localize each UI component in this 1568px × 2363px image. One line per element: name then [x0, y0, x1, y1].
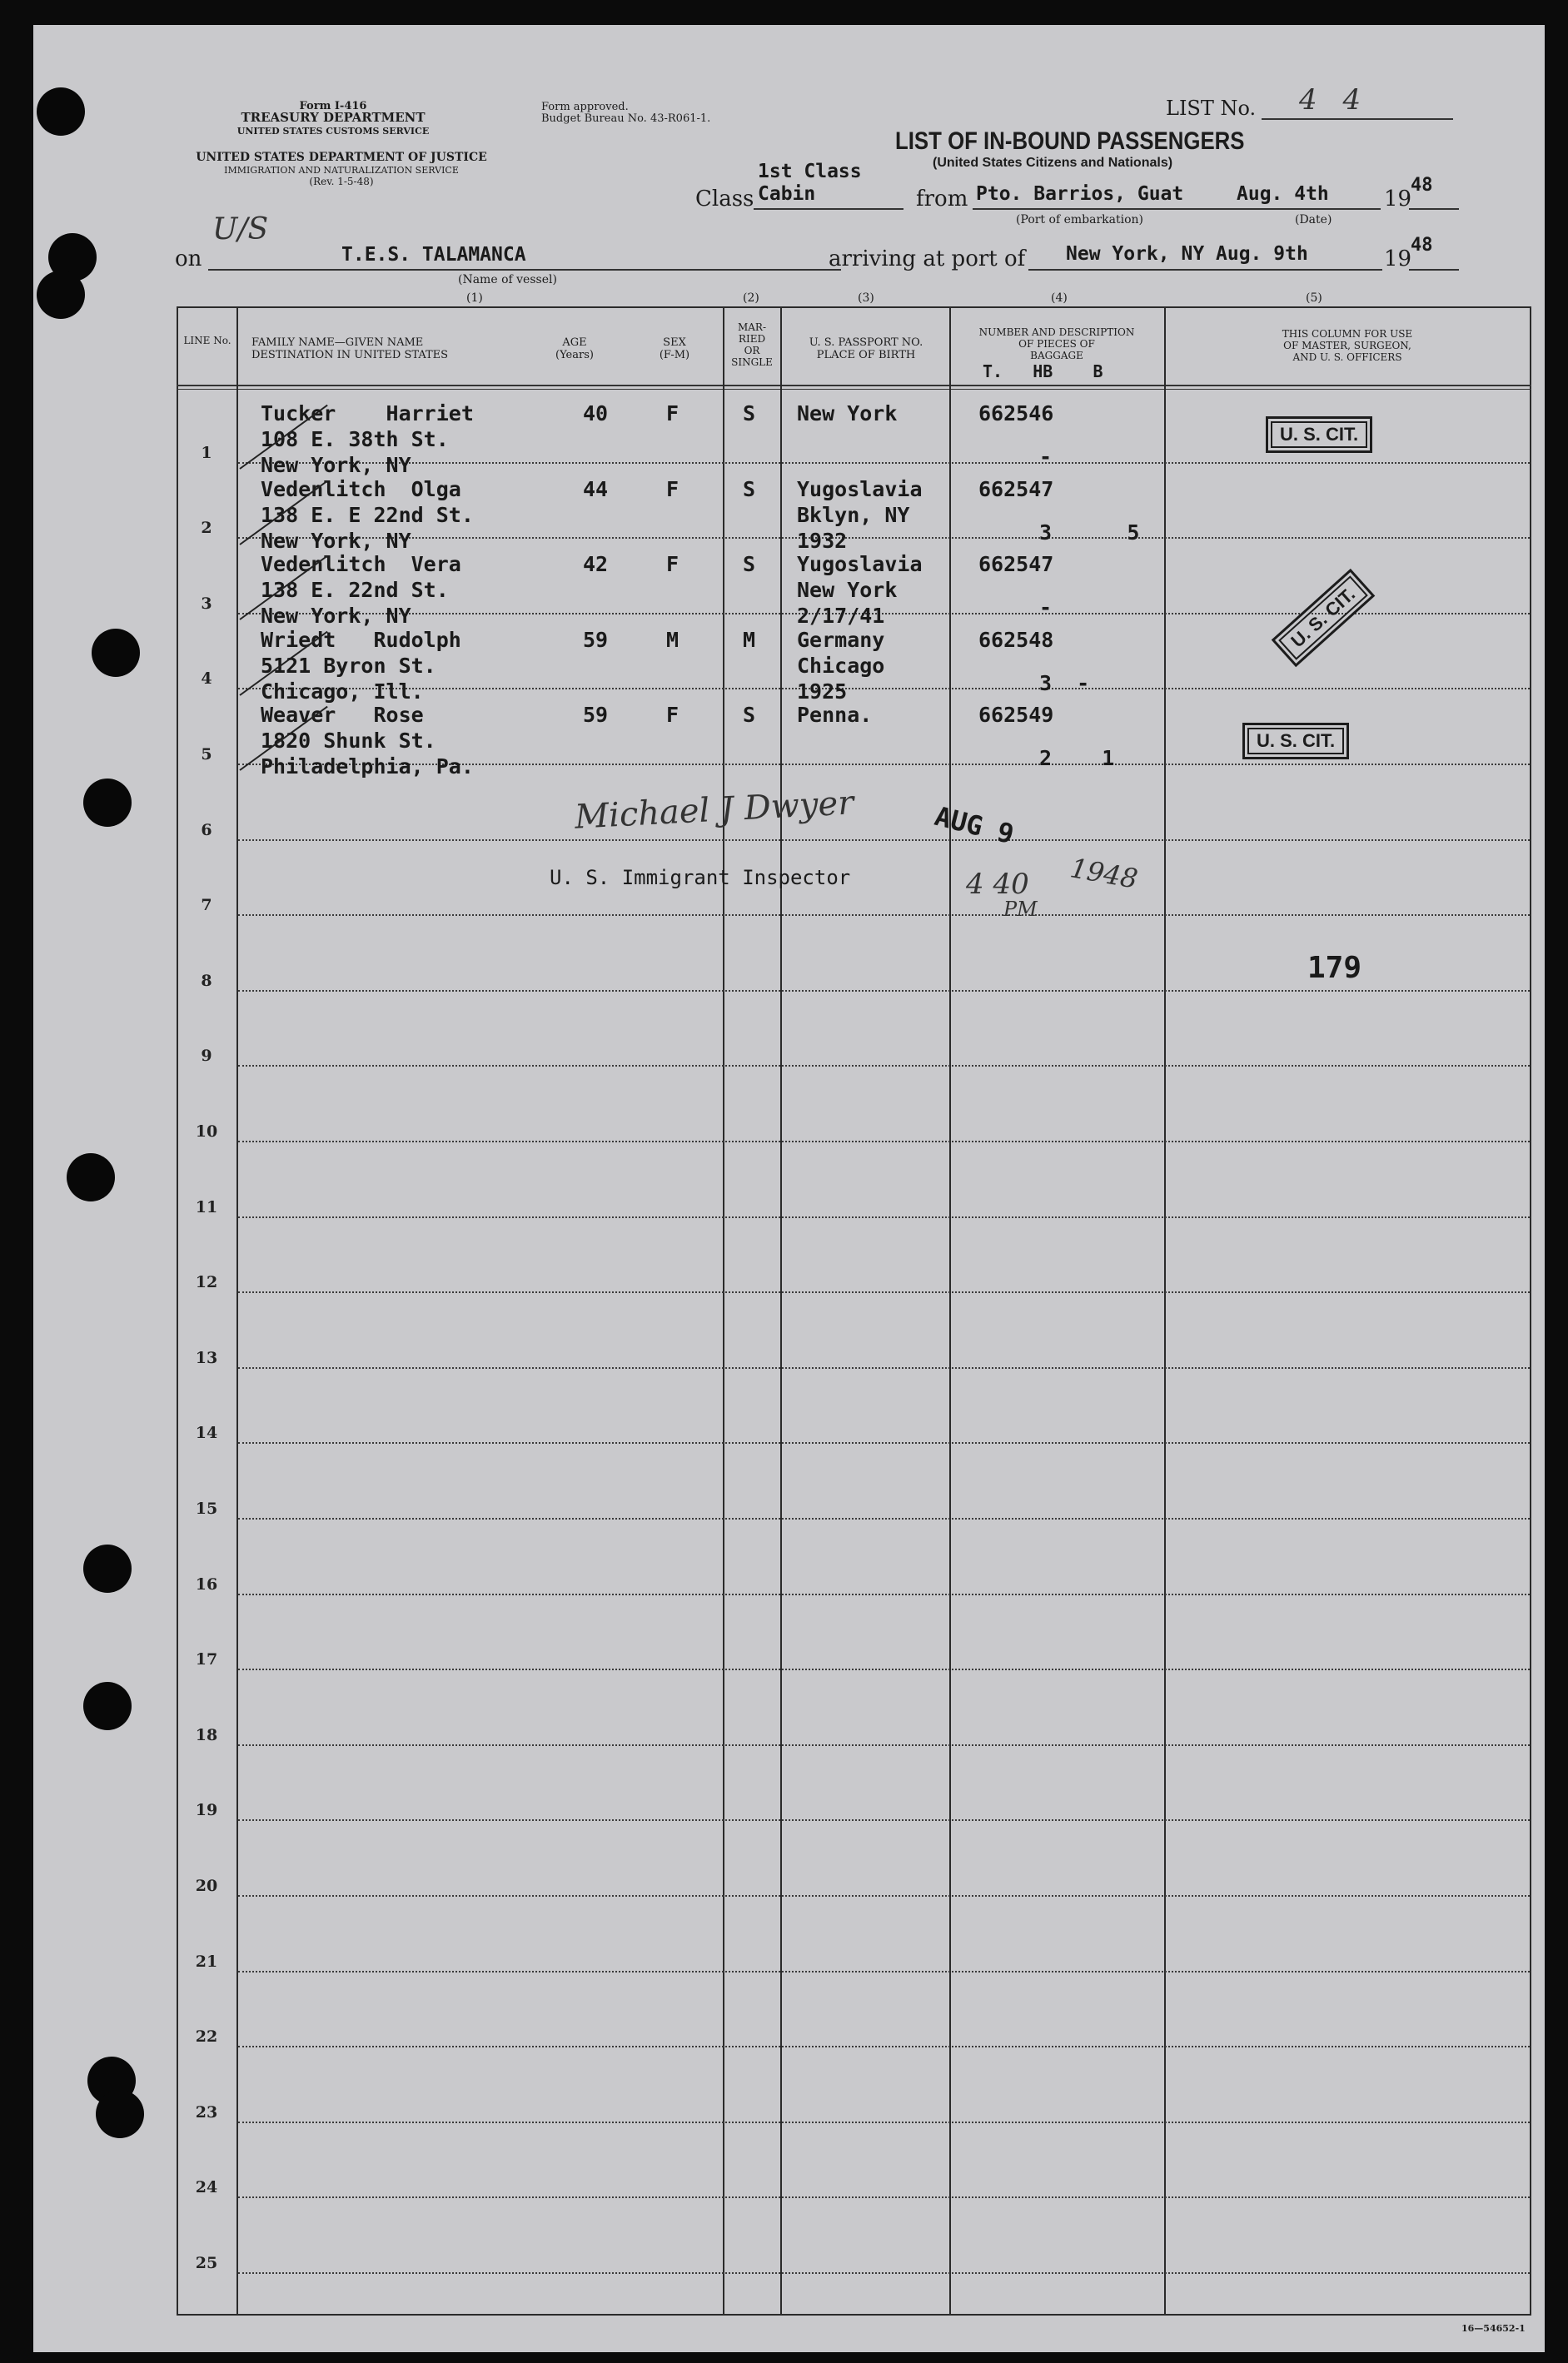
col-num-4: (4)	[1051, 291, 1068, 305]
line-number: 20	[195, 1877, 218, 1895]
passenger-name: Tucker Harriet	[261, 401, 474, 425]
passenger-marital: S	[743, 703, 756, 728]
line-number: 6	[201, 820, 212, 839]
passenger-address-2: New York, NY	[261, 453, 411, 477]
arrival-value: New York, NY Aug. 9th	[1066, 243, 1308, 265]
line-number: 7	[201, 896, 212, 915]
from-date: Aug. 4th	[1237, 183, 1329, 205]
col-header-birth: PLACE OF BIRTH	[816, 349, 916, 361]
line-number: 18	[195, 1725, 218, 1744]
citizen-stamp: U. S. CIT.	[1266, 416, 1372, 453]
passenger-birth-3: 1925	[797, 679, 848, 704]
class-value-line2: Cabin	[758, 183, 816, 205]
line-number: 11	[195, 1197, 218, 1216]
passenger-age: 59	[583, 627, 609, 652]
col-header-baggage-1: NUMBER AND DESCRIPTION	[978, 326, 1135, 338]
col-divider	[236, 306, 238, 2316]
col-header-baggage-3: BAGGAGE	[1030, 350, 1083, 361]
passenger-name: Weaver Rose	[261, 703, 424, 728]
form-number: Form I-416	[299, 100, 367, 112]
line-number: 9	[201, 1047, 212, 1066]
year-value-2: 48	[1411, 235, 1433, 256]
passenger-baggage-1: 662548	[978, 627, 1054, 652]
passenger-baggage-2: 3 -	[1039, 670, 1090, 695]
list-no-label: LIST No.	[1166, 97, 1257, 120]
row-line	[238, 2272, 1530, 2274]
passenger-birth-3: 1932	[797, 528, 848, 553]
line-number: 8	[201, 971, 212, 990]
col-header-married: MAR- RIED OR SINGLE	[731, 321, 773, 368]
revision: (Rev. 1-5-48)	[309, 176, 374, 187]
passenger-sex: F	[666, 476, 679, 501]
year-line-2	[1409, 269, 1459, 271]
passenger-birth-2: Bklyn, NY	[797, 502, 910, 527]
passenger-baggage-1: 662546	[978, 401, 1054, 425]
line-number: 4	[201, 669, 212, 689]
line-number: 21	[195, 1952, 218, 1971]
passenger-sex: F	[666, 703, 679, 728]
line-number: 1	[201, 443, 212, 462]
passenger-baggage-1: 662549	[978, 703, 1054, 728]
passenger-name: Vedenlitch Olga	[261, 476, 461, 501]
passenger-marital: M	[743, 627, 756, 652]
punch-hole	[92, 629, 140, 677]
misc-number: 179	[1307, 951, 1362, 985]
line-number: 22	[195, 2027, 218, 2047]
col-header-age: AGE	[562, 336, 587, 349]
line-number: 10	[195, 1122, 218, 1141]
row-line	[238, 1442, 1530, 1444]
row-line	[238, 688, 1530, 689]
col-header-name: FAMILY NAME—GIVEN NAME	[251, 336, 424, 349]
list-subtitle: (United States Citizens and Nationals)	[933, 156, 1173, 170]
stamp-date: AUG 9	[931, 799, 1018, 851]
col-divider	[780, 306, 782, 2316]
passenger-address-2: Chicago, Ill.	[261, 679, 424, 704]
col-header-age-unit: (Years)	[555, 349, 594, 361]
class-line	[754, 208, 903, 210]
citizen-stamp: U. S. CIT.	[1272, 569, 1376, 667]
row-line	[238, 914, 1530, 916]
ins-service: IMMIGRATION AND NATURALIZATION SERVICE	[224, 165, 459, 176]
form-sheet	[33, 25, 1545, 2352]
line-number: 19	[195, 1801, 218, 1820]
passenger-name: Wriedt Rudolph	[261, 627, 461, 652]
passenger-birth-1: Penna.	[797, 703, 873, 728]
col-divider	[949, 306, 951, 2316]
passenger-address-1: 138 E. E 22nd St.	[261, 502, 474, 527]
passenger-age: 59	[583, 703, 609, 728]
year-line-1	[1409, 208, 1459, 210]
line-number: 24	[195, 2178, 218, 2197]
passenger-sex: M	[666, 627, 679, 652]
passenger-baggage-2: 3 5	[1039, 520, 1140, 545]
passenger-birth-2: New York	[797, 578, 898, 603]
col-num-2: (2)	[743, 291, 759, 305]
passenger-sex: F	[666, 552, 679, 577]
col-num-1: (1)	[466, 291, 483, 305]
passenger-marital: S	[743, 476, 756, 501]
row-line	[238, 1819, 1530, 1821]
stamp-year: 1948	[1068, 852, 1141, 895]
col-header-line-no: LINE No.	[183, 335, 231, 346]
punch-hole	[37, 87, 85, 136]
year-prefix-2: 19	[1384, 246, 1412, 271]
vessel-name: T.E.S. TALAMANCA	[341, 244, 526, 266]
line-number: 5	[201, 745, 212, 764]
form-code: 16—54652-1	[1461, 2323, 1526, 2334]
row-line	[238, 2122, 1530, 2123]
passenger-marital: S	[743, 401, 756, 425]
list-title: LIST OF IN-BOUND PASSENGERS	[895, 127, 1245, 155]
col-num-5: (5)	[1306, 291, 1322, 305]
passenger-name: Vedenlitch Vera	[261, 552, 461, 577]
passenger-address-2: Philadelphia, Pa.	[261, 754, 474, 779]
passenger-birth-2: Chicago	[797, 653, 885, 678]
passenger-birth-3: 2/17/41	[797, 604, 885, 629]
line-number: 14	[195, 1424, 218, 1443]
customs-service: UNITED STATES CUSTOMS SERVICE	[236, 126, 430, 137]
vessel-prefix: U/S	[212, 212, 269, 246]
line-number: 13	[195, 1348, 218, 1367]
line-number: 3	[201, 594, 212, 613]
budget-bureau: Budget Bureau No. 43-R061-1.	[541, 112, 711, 125]
col-header-use-3: AND U. S. OFFICERS	[1292, 351, 1402, 363]
list-no-value: 4 4	[1299, 83, 1370, 117]
row-line	[238, 1065, 1530, 1067]
punch-hole	[83, 779, 132, 827]
line-number: 23	[195, 2102, 218, 2122]
vessel-line	[208, 269, 841, 271]
citizen-stamp: U. S. CIT.	[1242, 723, 1349, 759]
class-label: Class	[695, 187, 754, 211]
row-line	[238, 537, 1530, 539]
row-line	[238, 1291, 1530, 1293]
treasury-dept: TREASURY DEPARTMENT	[241, 110, 426, 125]
date-caption: (Date)	[1295, 213, 1332, 226]
row-line	[238, 1669, 1530, 1670]
row-line	[238, 990, 1530, 992]
row-line	[238, 462, 1530, 464]
col-header-baggage-2: OF PIECES OF	[1018, 338, 1095, 350]
header-bottom-rule	[177, 385, 1531, 386]
col-header-baggage-codes: T. HB B	[983, 361, 1103, 381]
passenger-age: 40	[583, 401, 609, 425]
col-header-destination: DESTINATION IN UNITED STATES	[251, 349, 449, 361]
row-line	[238, 1518, 1530, 1520]
punch-hole	[67, 1153, 115, 1201]
line-number: 25	[195, 2254, 218, 2272]
row-line	[238, 1216, 1530, 1218]
year-prefix-1: 19	[1384, 187, 1412, 211]
passenger-baggage-2: 2 1	[1039, 746, 1115, 771]
from-label: from	[916, 187, 968, 211]
passenger-baggage-2: -	[1039, 445, 1053, 469]
justice-dept: UNITED STATES DEPARTMENT OF JUSTICE	[196, 151, 487, 164]
year-value-1: 48	[1411, 175, 1433, 196]
arriving-label: arriving at port of	[829, 246, 1026, 271]
inspector-title: U. S. Immigrant Inspector	[550, 866, 851, 889]
passenger-birth-1: New York	[797, 401, 898, 425]
passenger-address-1: 108 E. 38th St.	[261, 427, 449, 451]
class-value-line1: 1st Class	[758, 161, 862, 182]
row-line	[238, 2196, 1530, 2198]
passenger-address-1: 1820 Shunk St.	[261, 729, 436, 754]
col-num-3: (3)	[858, 291, 874, 305]
passenger-age: 44	[583, 476, 609, 501]
passenger-marital: S	[743, 552, 756, 577]
line-number: 2	[201, 519, 212, 538]
passenger-baggage-1: 662547	[978, 476, 1054, 501]
inspector-signature: Michael J Dwyer	[574, 784, 855, 837]
punch-hole	[96, 2090, 144, 2138]
line-number: 15	[195, 1500, 218, 1518]
col-header-use-1: THIS COLUMN FOR USE	[1282, 328, 1413, 340]
from-value: Pto. Barrios, Guat	[976, 183, 1184, 205]
col-divider	[723, 306, 724, 2316]
col-divider	[1164, 306, 1166, 2316]
passenger-birth-1: Yugoslavia	[797, 552, 923, 577]
inspector-time-suffix: PM	[1003, 898, 1038, 921]
form-approved: Form approved.	[541, 101, 629, 113]
row-line	[238, 2046, 1530, 2047]
from-line	[973, 208, 1381, 210]
passenger-address-2: New York, NY	[261, 604, 411, 629]
line-number: 16	[195, 1575, 218, 1594]
row-line	[238, 1744, 1530, 1746]
punch-hole	[83, 1682, 132, 1730]
passenger-age: 42	[583, 552, 609, 577]
arrival-line	[1028, 269, 1382, 271]
punch-hole	[83, 1545, 132, 1593]
col-header-use-2: OF MASTER, SURGEON,	[1283, 340, 1411, 351]
col-header-sex: SEX	[663, 336, 686, 349]
passenger-sex: F	[666, 401, 679, 425]
passenger-address-1: 5121 Byron St.	[261, 653, 436, 678]
passenger-birth-1: Yugoslavia	[797, 476, 923, 501]
row-line	[238, 1141, 1530, 1142]
punch-hole	[37, 271, 85, 319]
passenger-baggage-2: -	[1039, 595, 1053, 620]
inspector-time: 4 40	[966, 868, 1029, 901]
row-line	[238, 839, 1530, 841]
header-bottom-rule-2	[177, 389, 1531, 390]
col-header-sex-unit: (F-M)	[659, 349, 690, 361]
passenger-birth-1: Germany	[797, 627, 885, 652]
col-header-passport: U. S. PASSPORT NO.	[809, 336, 923, 349]
list-no-line	[1262, 118, 1453, 120]
passenger-address-1: 138 E. 22nd St.	[261, 578, 449, 603]
line-number: 12	[195, 1273, 218, 1292]
row-line	[238, 1594, 1530, 1595]
row-line	[238, 1971, 1530, 1972]
passenger-address-2: New York, NY	[261, 528, 411, 553]
vessel-caption: (Name of vessel)	[458, 273, 557, 286]
on-label: on	[175, 246, 202, 271]
row-line	[238, 1895, 1530, 1897]
passenger-baggage-1: 662547	[978, 552, 1054, 577]
row-line	[238, 1367, 1530, 1369]
line-number: 17	[195, 1650, 218, 1669]
embark-caption: (Port of embarkation)	[1016, 213, 1143, 226]
